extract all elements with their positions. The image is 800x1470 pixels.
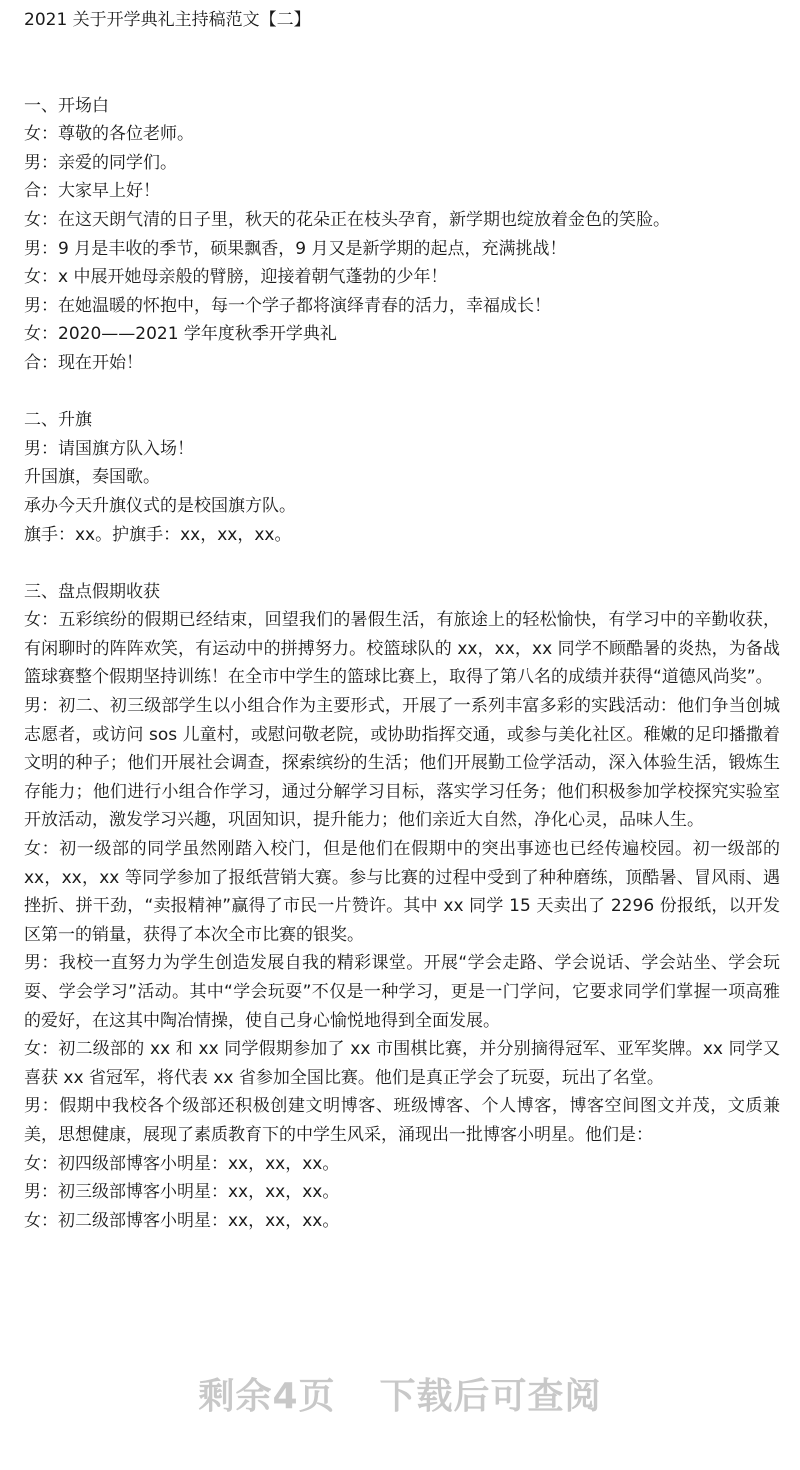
script-line: 男：请国旗方队入场！: [24, 438, 194, 459]
section-heading-opening: 一、开场白: [24, 95, 109, 116]
script-paragraph: 男：我校一直努力为学生创造发展自我的精彩课堂。开展“学会走路、学会说话、学会站坐、学会玩耍、学会学习”活动。其中“学会玩耍”不仅是一种学习，更是一门学问，它要求同学们掌握一项高雅的爱好，在这其中陶冶情操，使自己身心愉悦地得到全面发展。: [24, 953, 780, 1031]
download-prompt[interactable]: [0, 1368, 800, 1419]
script-line: 男：初三级部博客小明星：xx，xx，xx。: [24, 1182, 340, 1203]
script-line: 女：初四级部博客小明星：xx，xx，xx。: [24, 1153, 340, 1174]
script-line: 女：尊敬的各位老师。: [24, 124, 194, 145]
script-line: 女：x 中展开她母亲般的臂膀，迎接着朝气蓬勃的少年！: [24, 267, 448, 288]
script-line: 女：2020——2021 学年度秋季开学典礼: [24, 324, 337, 345]
section-heading-flag-raising: 二、升旗: [24, 410, 92, 431]
script-line: 旗手：xx。护旗手：xx，xx，xx。: [24, 524, 292, 545]
script-paragraph: 男：假期中我校各个级部还积极创建文明博客、班级博客、个人博客，博客空间图文并茂，文质兼美，思想健康，展现了素质教育下的中学生风采，涌现出一批博客小明星。他们是：: [24, 1096, 780, 1145]
remaining-pages-label: 剩余4页: [198, 1376, 336, 1417]
document-title: 2021 关于开学典礼主持稿范文【二】: [24, 10, 311, 30]
script-line: 男：在她温暖的怀抱中，每一个学子都将演绎青春的活力，幸福成长！: [24, 295, 551, 316]
script-line: 女：初二级部博客小明星：xx，xx，xx。: [24, 1210, 340, 1231]
script-line: 合：现在开始！: [24, 352, 143, 373]
script-line: 女：在这天朗气清的日子里，秋天的花朵正在枝头孕育，新学期也绽放着金色的笑脸。: [24, 209, 670, 230]
download-to-view-label: 下载后可查阅: [379, 1376, 602, 1417]
script-paragraph: 男：初二、初三级部学生以小组合作为主要形式，开展了一系列丰富多彩的实践活动：他们争当创城志愿者，或访问 sos 儿童村，或慰问敬老院，或协助指挥交通，或参与美化社区。稚嫩的足印播撒着文明的种子；他们开展社会调查，探索缤纷的生活；他们开展勤工俭学活动，深入体验生活，锻炼生存能力；他们进行小组合作学习，通过分解学习目标，落实学习任务；他们积极参加学校探究实验室开放活动，激发学习兴趣，巩固知识，提升能力；他们亲近大自然，净化心灵，品味人生。: [24, 696, 780, 831]
script-paragraph: 女：初二级部的 xx 和 xx 同学假期参加了 xx 市围棋比赛，并分别摘得冠军、亚军奖牌。xx 同学又喜获 xx 省冠军，将代表 xx 省参加全国比赛。他们是真正学会了玩耍，玩出了名堂。: [24, 1039, 780, 1088]
script-paragraph: 女：初一级部的同学虽然刚踏入校门，但是他们在假期中的突出事迹也已经传遍校园。初一级部的 xx，xx，xx 等同学参加了报纸营销大赛。参与比赛的过程中受到了种种磨练，顶酷暑、冒风雨、遇挫折、拼干劲，“卖报精神”赢得了市民一片赞许。其中 xx 同学 15 天卖出了 2296 份报纸，以开发区第一的销量，获得了本次全市比赛的银奖。: [24, 839, 780, 945]
script-line: 合：大家早上好！: [24, 181, 160, 202]
script-line: 承办今天升旗仪式的是校国旗方队。: [24, 495, 296, 516]
script-line: 升国旗，奏国歌。: [24, 467, 160, 488]
script-line: 男：亲爱的同学们。: [24, 152, 177, 173]
section-heading-holiday-review: 三、盘点假期收获: [24, 581, 160, 602]
script-paragraph: 女：五彩缤纷的假期已经结束，回望我们的暑假生活，有旅途上的轻松愉快，有学习中的辛勤收获，有闲聊时的阵阵欢笑，有运动中的拼搏努力。校篮球队的 xx，xx，xx 同学不顾酷暑的炎热，为备战篮球赛整个假期坚持训练！在全市中学生的篮球比赛上，取得了第八名的成绩并获得“道德风尚奖”。: [24, 610, 780, 688]
script-line: 男：9 月是丰收的季节，硕果飘香，9 月又是新学期的起点，充满挑战！: [24, 238, 567, 259]
document-body: [24, 6, 780, 1235]
